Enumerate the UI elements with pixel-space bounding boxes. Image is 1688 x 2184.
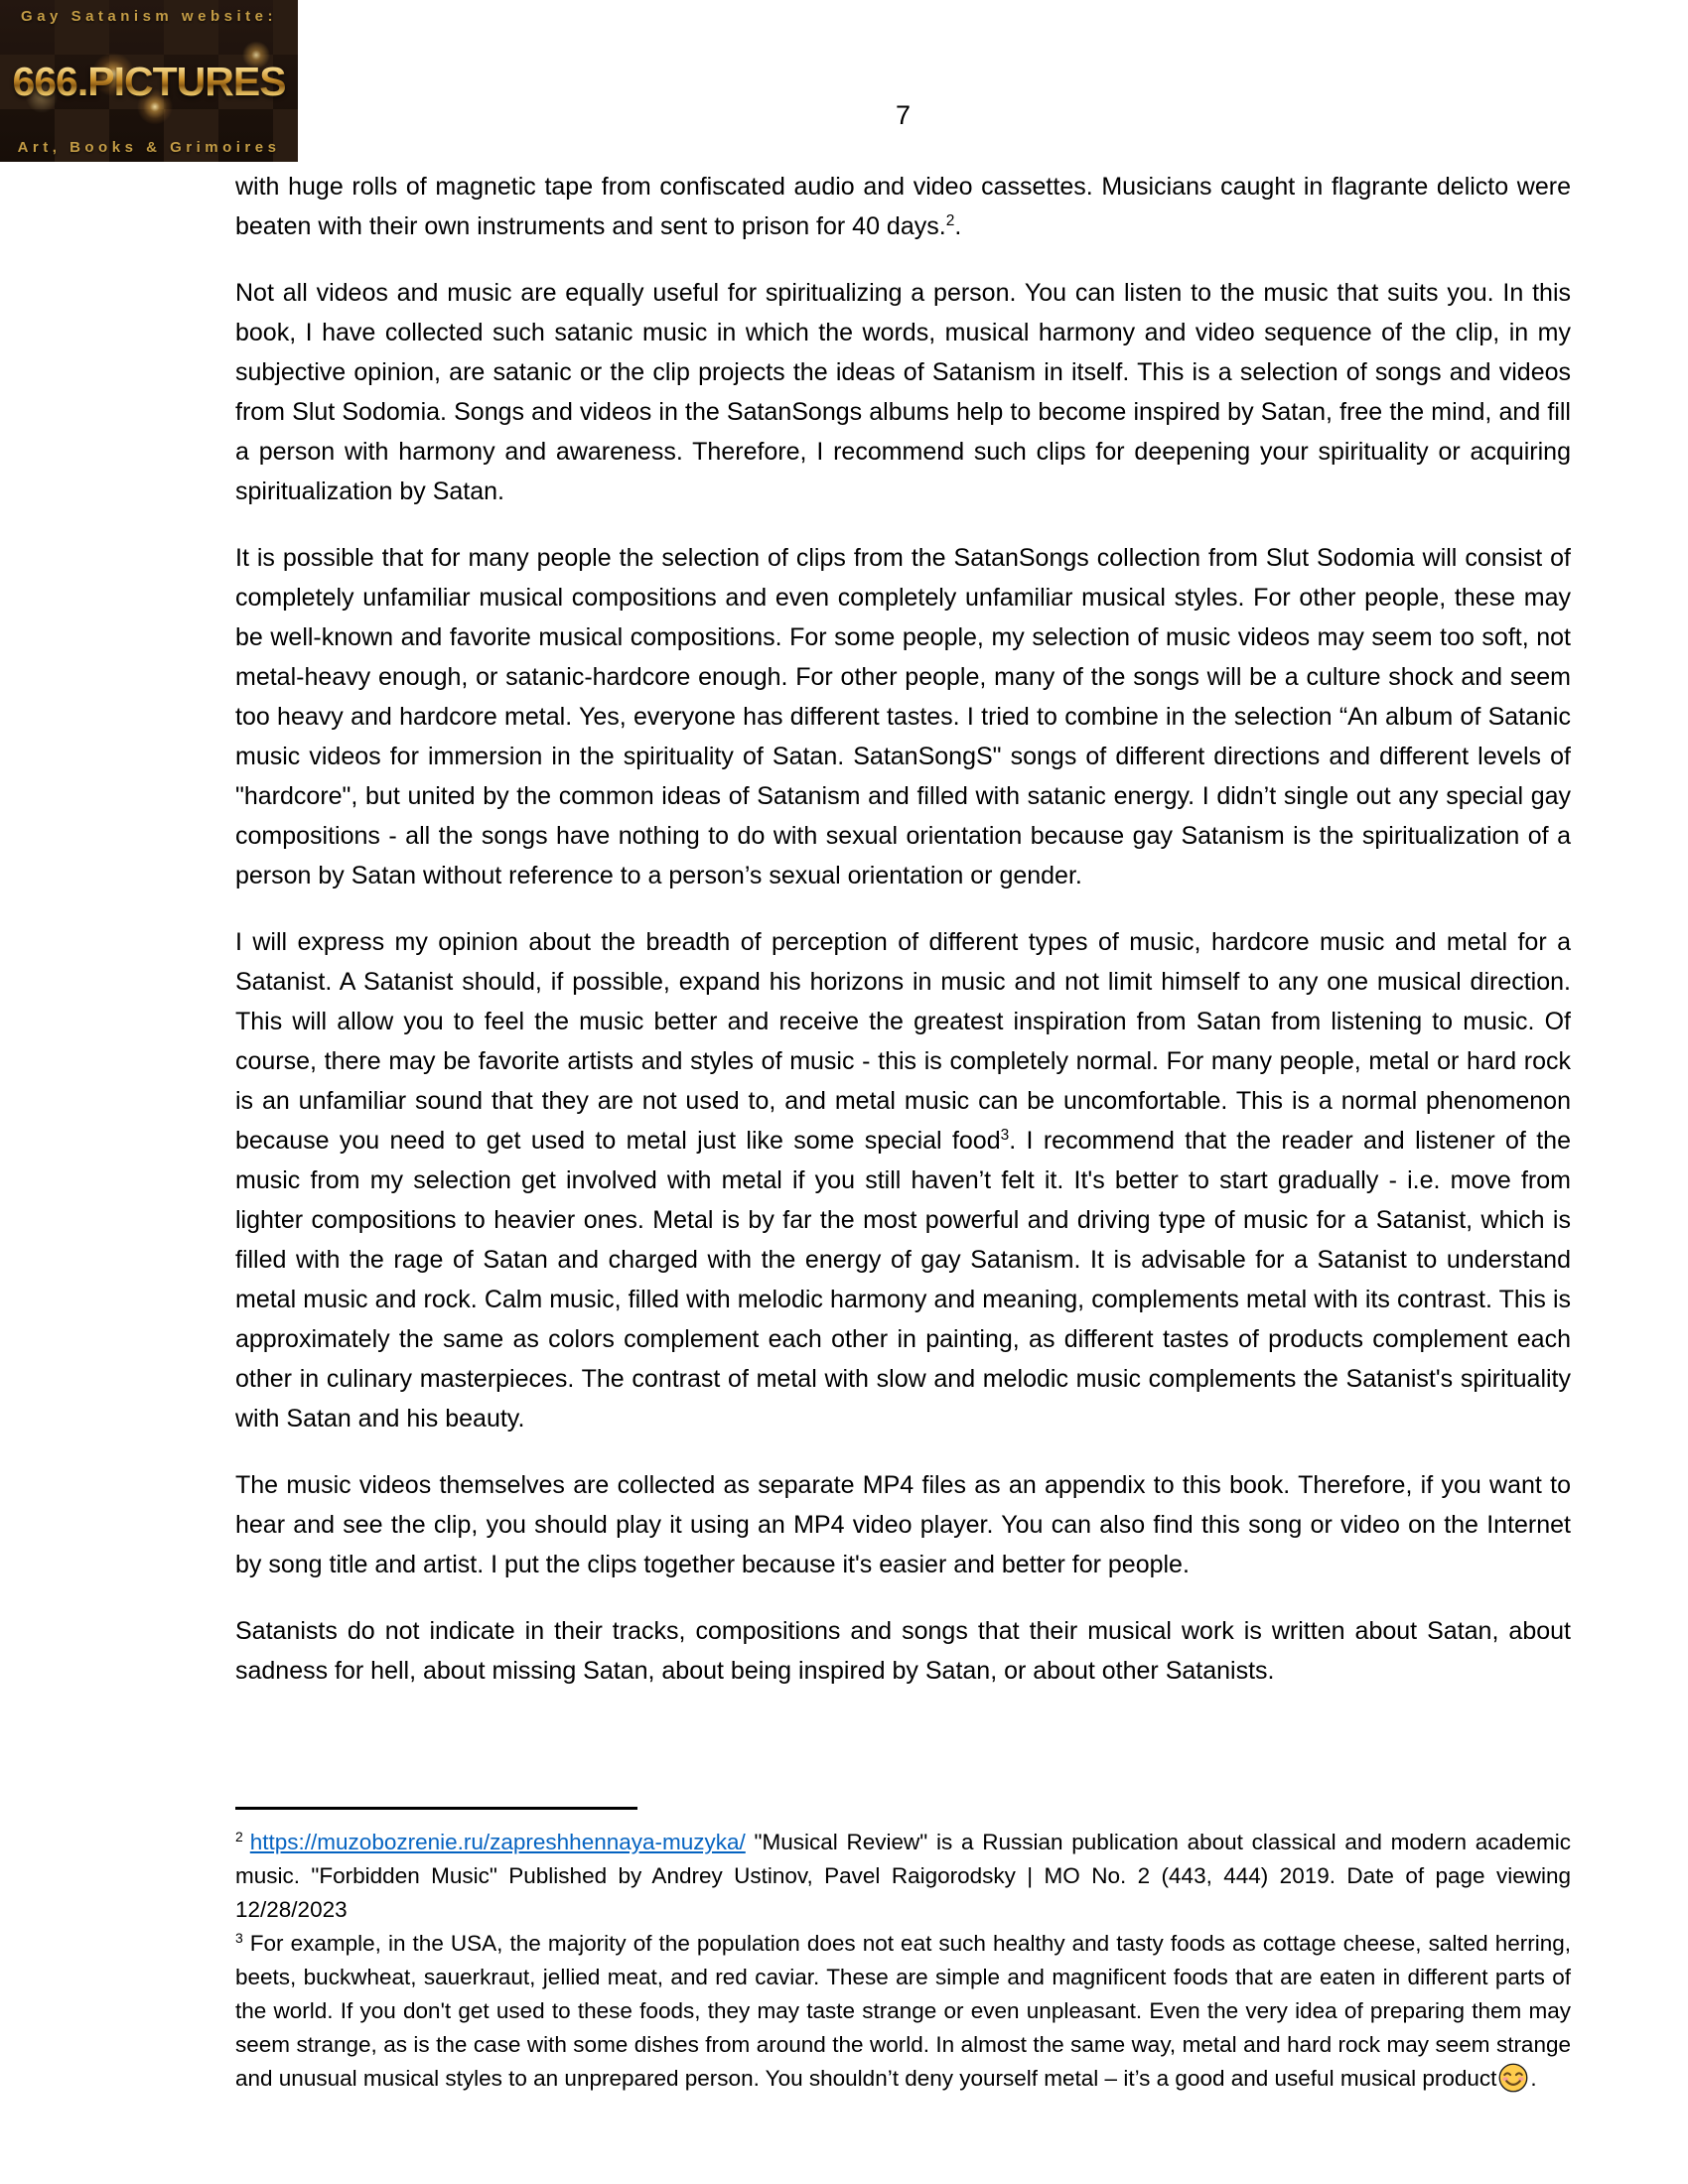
paragraph-1 — [235, 167, 1571, 246]
paragraph-5: The music videos themselves are collected as separate MP4 files as an appendix to this book. Therefore, if you want to hear and see the clip, you should play it using an MP4 video player. You can also find this song or video on the Internet by song title and artist. I put the clips together because it's easier and better for people. — [235, 1471, 1571, 1578]
logo-tagline-bottom: Art, Books & Grimoires — [17, 139, 281, 156]
paragraph-4 — [235, 922, 1571, 1438]
paragraph-4-end: . I recommend that the reader and listener of the music from my selection get involved with metal if you still haven’t felt it. It's better to start gradually - i.e. move from lighter compositions to heavier ones. Metal is by far the most powerful and driving type of music for a Satanist, which is filled with the rage of Satan and charged with the energy of gay Satanism. It is advisable for a Satanist to understand metal music and rock. Calm music, filled with melodic harmony and meaning, complements metal with its contrast. This is approximately the same as colors complement each other in painting, as different tastes of products complement each other in culinary masterpieces. The contrast of metal with slow and melodic music complements the Satanist's spirituality with Satan and his beauty. — [235, 1127, 1571, 1433]
logo-tagline-top: Gay Satanism website: — [21, 8, 277, 25]
footnotes-section — [235, 1787, 1571, 2096]
smiling-face-emoji — [1498, 2063, 1528, 2093]
footnote-2-text: "Musical Review" is a Russian publication about classical and modern academic music. "Forbidden Music" Published by Andrey Ustinov, Pavel Raigorodsky | MO No. 2 (443, 444) 2019. Date of page viewing 12/28/2023 — [235, 1830, 1571, 1922]
paragraph-2: Not all videos and music are equally useful for spiritualizing a person. You can listen to the music that suits you. In this book, I have collected such satanic music in which the words, musical harmony and video sequence of the clip, in my subjective opinion, are satanic or the clip projects the ideas of Satanism in itself. This is a selection of songs and videos from Slut Sodomia. Songs and videos in the SatanSongs albums help to become inspired by Satan, free the mind, and fill a person with harmony and awareness. Therefore, I recommend such clips for deepening your spirituality or acquiring spiritualization by Satan. — [235, 279, 1571, 505]
site-logo — [0, 0, 298, 162]
footnote-2-marker: 2 — [235, 1829, 243, 1844]
paragraph-1-end: . — [954, 212, 962, 240]
logo-title: 666.PICTURES — [12, 59, 286, 104]
paragraph-1-text: with huge rolls of magnetic tape from confiscated audio and video cassettes. Musicians caught in flagrante delicto were beaten with their own instruments and sent to prison for 40 days. — [235, 173, 1571, 240]
paragraph-3: It is possible that for many people the selection of clips from the SatanSongs collection from Slut Sodomia will consist of completely unfamiliar musical compositions and even completely unfamiliar musical styles. For other people, these may be well-known and favorite musical compositions. For some people, my selection of music videos may seem too soft, not metal-heavy enough, or satanic-hardcore enough. For other people, many of the songs will be a culture shock and seem too heavy and hardcore metal. Yes, everyone has different tastes. I tried to combine in the selection “An album of Satanic music videos for immersion in the spirituality of Satan. SatanSongS" songs of different directions and different levels of "hardcore", but united by the common ideas of Satanism and filled with satanic energy. I didn’t single out any special gay compositions - all the songs have nothing to do with sexual orientation because gay Satanism is the spiritualization of a person by Satan without reference to a person’s sexual orientation or gender. — [235, 544, 1571, 889]
page-number: 7 — [895, 100, 912, 130]
footnote-ref-2: 2 — [945, 212, 955, 229]
footnote-2-link[interactable]: https://muzobozrenie.ru/zapreshhennaya-muzyka/ — [249, 1830, 746, 1854]
footnote-2 — [235, 1826, 1571, 1927]
paragraph-6: Satanists do not indicate in their tracks, compositions and songs that their musical work is written about Satan, about sadness for hell, about missing Satan, about being inspired by Satan, or about other Satanists. — [235, 1617, 1571, 1685]
footnote-3-text: For example, in the USA, the majority of the population does not eat such healthy and tasty foods as cottage cheese, salted herring, beets, buckwheat, sauerkraut, jellied meat, and red caviar. These are simple and magnificent foods that are eaten in different parts of the world. If you don't get used to these foods, they may taste strange or even unpleasant. Even the very idea of preparing them may seem strange, as is the case with some dishes from around the world. In almost the same way, metal and hard rock may seem strange and unusual musical styles to an unprepared person. You shouldn’t deny yourself metal – it’s a good and useful musical product — [235, 1931, 1571, 2091]
footnote-3-end: . — [1530, 2066, 1537, 2091]
footnote-ref-3: 3 — [1000, 1127, 1010, 1144]
paragraph-4-text: I will express my opinion about the breadth of perception of different types of music, hardcore music and metal for a Satanist. A Satanist should, if possible, expand his horizons in music and not limit himself to any one musical direction. This will allow you to feel the music better and receive the greatest inspiration from Satan from listening to music. Of course, there may be favorite artists and styles of music - this is completely normal. For many people, metal or hard rock is an unfamiliar sound that they are not used to, and metal music can be uncomfortable. This is a normal phenomenon because you need to get used to metal just like some special food — [235, 928, 1571, 1155]
body-text — [235, 167, 1571, 1717]
footnote-3-marker: 3 — [235, 1930, 243, 1946]
footnote-3 — [235, 1927, 1571, 2096]
footnote-separator-rule — [235, 1807, 637, 1810]
